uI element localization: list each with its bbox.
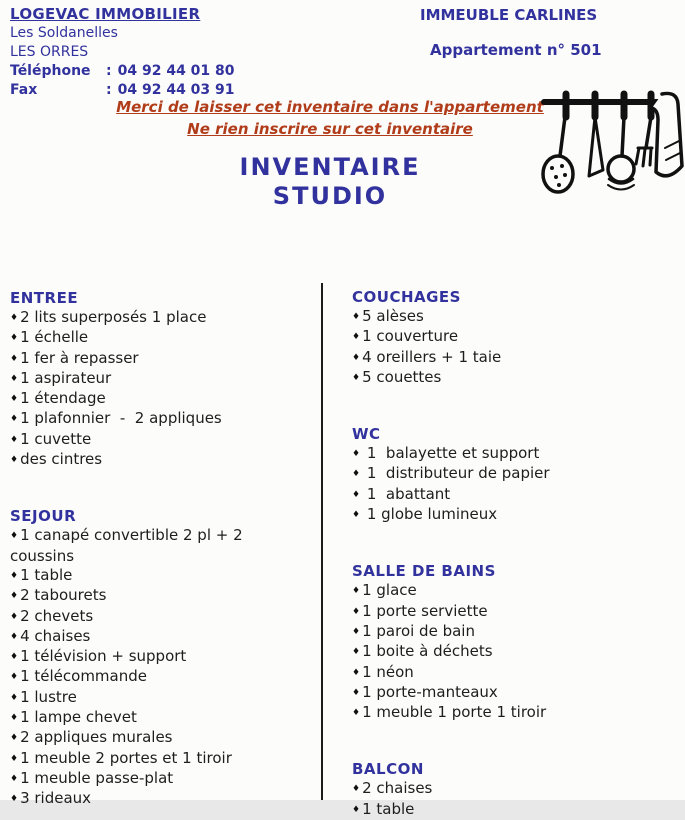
building-block	[420, 6, 602, 59]
section-heading: ENTREE	[10, 289, 79, 307]
item-text: 1 canapé convertible 2 pl + 2 coussins	[10, 526, 248, 565]
list-item	[10, 349, 310, 369]
diamond-bullet-icon: ♦	[352, 469, 361, 480]
diamond-bullet-icon: ♦	[352, 687, 361, 698]
item-text: 1 porte serviette	[362, 601, 488, 620]
diamond-bullet-icon: ♦	[352, 626, 361, 637]
diamond-bullet-icon: ♦	[352, 372, 361, 383]
diamond-bullet-icon: ♦	[10, 631, 19, 642]
item-text: des cintres	[20, 450, 103, 469]
notice-line-1: Merci de laisser cet inventaire dans l'appartement	[116, 98, 544, 116]
list-item	[10, 308, 310, 328]
title-line-1: INVENTAIRE	[239, 153, 421, 181]
item-text: 2 tabourets	[20, 586, 107, 605]
agency-block	[10, 5, 235, 100]
diamond-bullet-icon: ♦	[352, 312, 361, 322]
fax-separator: :	[106, 82, 112, 98]
item-text: 1 échelle	[20, 328, 89, 347]
item-text: 1 aspirateur	[20, 368, 112, 387]
item-text: 1 lustre	[20, 687, 77, 706]
item-text: 1 plafonnier - 2 appliques	[20, 409, 222, 428]
title-line-2: STUDIO	[272, 182, 388, 210]
item-text: 1 boite à déchets	[362, 642, 493, 661]
diamond-bullet-icon: ♦	[352, 606, 361, 617]
diamond-bullet-icon: ♦	[352, 647, 361, 658]
diamond-bullet-icon: ♦	[352, 332, 361, 343]
diamond-bullet-icon: ♦	[10, 611, 19, 622]
section-wc	[352, 425, 672, 525]
column-divider	[321, 283, 323, 800]
diamond-bullet-icon: ♦	[352, 449, 361, 460]
section-items	[352, 307, 672, 388]
diamond-bullet-icon: ♦	[352, 586, 361, 597]
diamond-bullet-icon: ♦	[10, 773, 19, 784]
section-salle-de-bains	[352, 562, 672, 723]
item-text: 1 fer à repasser	[20, 348, 139, 367]
diamond-bullet-icon: ♦	[10, 394, 19, 405]
item-text: 1 glace	[362, 581, 417, 600]
list-item	[10, 369, 310, 389]
agency-city: LES ORRES	[10, 44, 89, 60]
list-item	[10, 328, 310, 348]
list-item	[10, 450, 310, 470]
item-text: 1 table	[362, 799, 415, 818]
item-text: 2 appliques murales	[20, 728, 173, 747]
item-text: 1 balayette et support	[362, 444, 540, 463]
building-name: IMMEUBLE CARLINES	[420, 6, 598, 24]
fax-label: Fax	[10, 82, 38, 98]
list-item	[10, 526, 310, 566]
list-item	[10, 749, 310, 769]
list-item	[10, 430, 310, 450]
item-text: 3 rideaux	[20, 789, 92, 808]
list-item	[352, 581, 672, 601]
list-item	[352, 307, 672, 327]
list-item	[352, 703, 672, 723]
section-balcon	[352, 760, 672, 820]
diamond-bullet-icon: ♦	[10, 373, 19, 384]
item-text: 1 étendage	[20, 389, 106, 408]
item-text: 5 alèses	[362, 307, 424, 325]
diamond-bullet-icon: ♦	[10, 570, 19, 581]
list-item	[352, 663, 672, 683]
list-item	[10, 667, 310, 687]
item-text: 1 meuble 1 porte 1 tiroir	[362, 703, 547, 722]
diamond-bullet-icon: ♦	[10, 591, 19, 602]
item-text: 2 chevets	[20, 606, 94, 625]
section-entree	[10, 289, 310, 470]
item-text: 1 porte-manteaux	[362, 682, 498, 701]
diamond-bullet-icon: ♦	[10, 313, 19, 323]
agency-name: LOGEVAC IMMOBILIER	[10, 5, 201, 23]
list-item	[10, 708, 310, 728]
list-item	[10, 728, 310, 748]
section-items	[352, 779, 672, 820]
list-item	[352, 642, 672, 662]
list-item	[10, 586, 310, 606]
diamond-bullet-icon: ♦	[10, 353, 19, 364]
diamond-bullet-icon: ♦	[10, 753, 19, 764]
diamond-bullet-icon: ♦	[10, 713, 19, 724]
item-text: 1 néon	[362, 662, 414, 681]
section-items	[10, 526, 310, 809]
item-text: 1 lampe chevet	[20, 708, 137, 727]
diamond-bullet-icon: ♦	[352, 510, 361, 521]
diamond-bullet-icon: ♦	[352, 489, 361, 500]
diamond-bullet-icon: ♦	[352, 352, 361, 363]
diamond-bullet-icon: ♦	[10, 531, 19, 542]
agency-residence: Les Soldanelles	[10, 25, 118, 41]
section-heading: COUCHAGES	[352, 288, 461, 306]
item-text: 1 cuvette	[20, 429, 92, 448]
section-sejour	[10, 507, 310, 809]
diamond-bullet-icon: ♦	[10, 733, 19, 744]
item-text: 4 chaises	[20, 626, 91, 645]
item-text: 1 meuble 2 portes et 1 tiroir	[20, 748, 232, 767]
item-text: 1 couverture	[362, 327, 459, 346]
section-couchages	[352, 288, 672, 388]
diamond-bullet-icon: ♦	[10, 333, 19, 344]
list-item	[352, 622, 672, 642]
list-item	[10, 607, 310, 627]
section-items	[10, 308, 310, 470]
list-item	[352, 368, 672, 388]
phone-separator: :	[106, 63, 112, 79]
list-item	[352, 683, 672, 703]
list-item	[352, 505, 672, 525]
diamond-bullet-icon: ♦	[352, 784, 361, 795]
diamond-bullet-icon: ♦	[10, 434, 19, 445]
section-items	[352, 581, 672, 723]
list-item	[10, 409, 310, 429]
diamond-bullet-icon: ♦	[10, 672, 19, 683]
list-item	[10, 647, 310, 667]
item-text: 1 distributeur de papier	[362, 464, 550, 483]
item-text: 1 meuble passe-plat	[20, 768, 174, 787]
section-heading: BALCON	[352, 760, 424, 779]
phone-label: Téléphone	[10, 63, 91, 79]
list-item	[352, 464, 672, 484]
item-text: 1 abattant	[362, 484, 451, 503]
list-item	[352, 327, 672, 347]
item-text: 1 table	[20, 565, 73, 584]
phone-number: 04 92 44 01 80	[117, 63, 235, 79]
diamond-bullet-icon: ♦	[10, 652, 19, 663]
section-items	[352, 444, 672, 525]
section-heading: WC	[352, 425, 381, 444]
right-column	[352, 283, 672, 820]
phone-line	[10, 62, 235, 81]
section-heading: SALLE DE BAINS	[352, 562, 496, 581]
apartment-number: Appartement n° 501	[430, 41, 602, 59]
diamond-bullet-icon: ♦	[352, 804, 361, 815]
list-item	[352, 779, 672, 799]
fax-number: 04 92 44 03 91	[117, 82, 235, 98]
diamond-bullet-icon: ♦	[352, 708, 361, 719]
item-text: 5 couettes	[362, 367, 442, 386]
list-item	[10, 627, 310, 647]
list-item	[10, 566, 310, 586]
list-item	[352, 602, 672, 622]
item-text: 1 paroi de bain	[362, 621, 475, 640]
list-item	[10, 769, 310, 789]
diamond-bullet-icon: ♦	[10, 455, 19, 466]
diamond-bullet-icon: ♦	[10, 794, 19, 805]
list-item	[352, 800, 672, 820]
list-item	[352, 444, 672, 464]
list-item	[10, 789, 310, 809]
diamond-bullet-icon: ♦	[352, 667, 361, 678]
left-column	[10, 283, 310, 810]
item-text: 4 oreillers + 1 taie	[362, 347, 502, 366]
item-text: 2 chaises	[362, 779, 433, 798]
item-text: 2 lits superposés 1 place	[20, 308, 207, 326]
list-item	[352, 348, 672, 368]
list-item	[10, 688, 310, 708]
page-title	[0, 153, 660, 211]
item-text: 1 télécommande	[20, 667, 147, 686]
diamond-bullet-icon: ♦	[10, 414, 19, 425]
inventory-content	[0, 283, 685, 818]
item-text: 1 globe lumineux	[362, 505, 498, 524]
diamond-bullet-icon: ♦	[10, 692, 19, 703]
section-heading: SEJOUR	[10, 507, 77, 526]
list-item	[10, 389, 310, 409]
item-text: 1 télévision + support	[20, 647, 187, 666]
list-item	[352, 485, 672, 505]
notice-line-2: Ne rien inscrire sur cet inventaire	[187, 120, 473, 138]
